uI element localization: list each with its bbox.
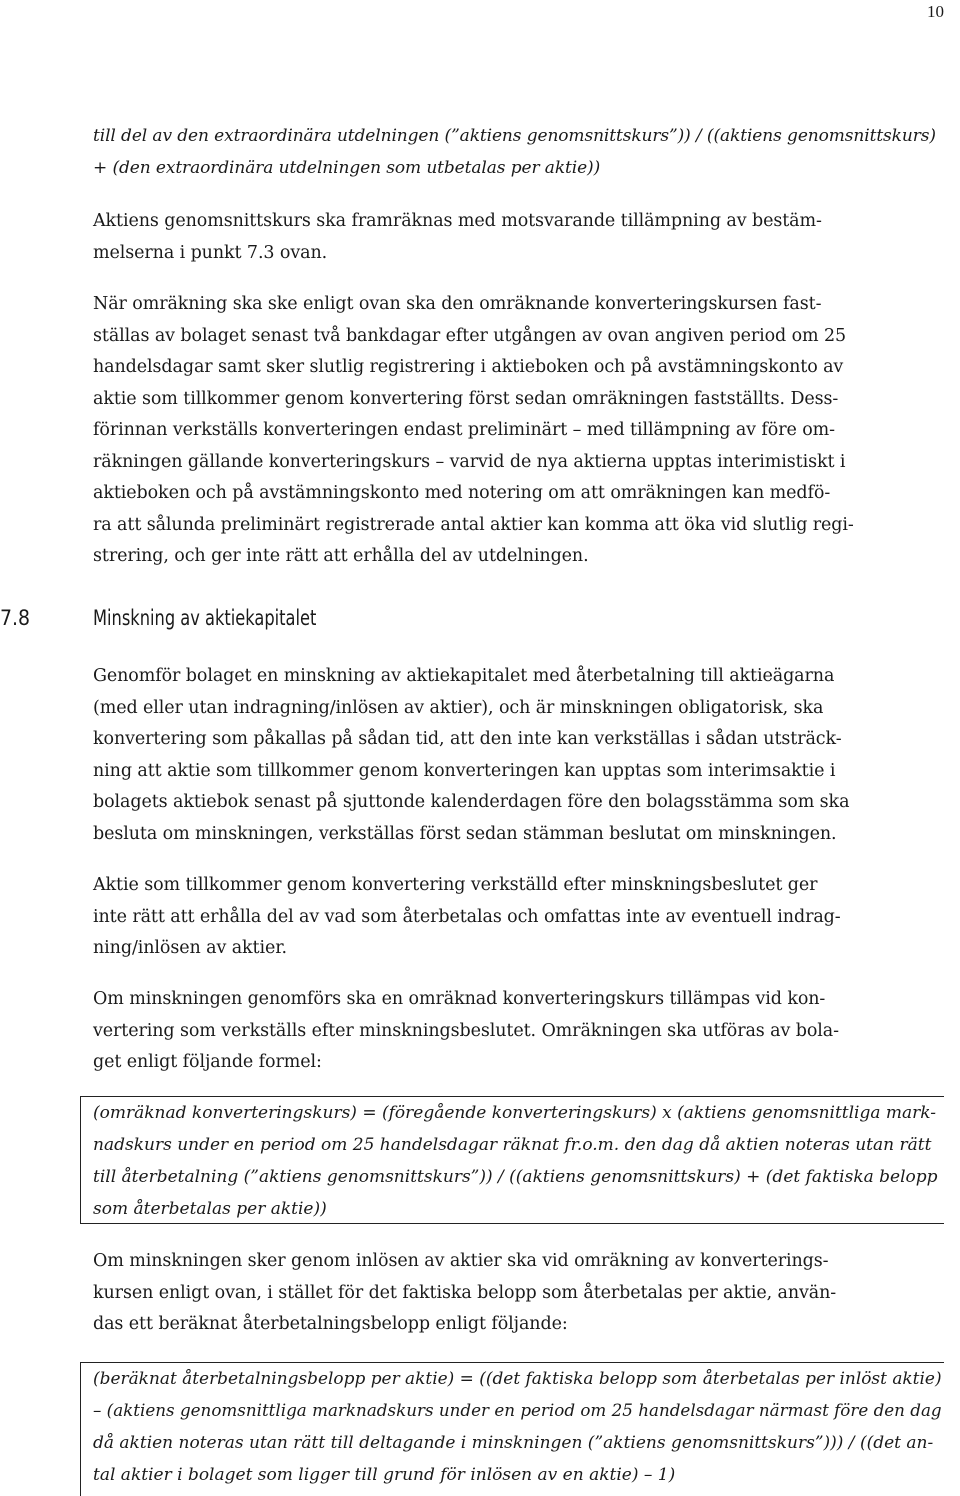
text-line: melserna i punkt 7.3 ovan. xyxy=(93,242,328,263)
formula-line: tal aktier i bolaget som ligger till grund för inlösen av en aktie) – 1) xyxy=(93,1465,676,1485)
formula-line: – (aktiens genomsnittliga marknadskurs under en period om 25 handelsdagar närmast före den dag xyxy=(93,1401,942,1421)
text-line: konvertering som påkallas på sådan tid, att den inte kan verkställas i sådan utsträck- xyxy=(93,729,842,749)
text-line: ställas av bolaget senast två bankdagar efter utgången av ovan angiven period om 25 xyxy=(93,325,847,346)
section-number: 7.8 xyxy=(0,606,31,630)
text-line: (med eller utan indragning/inlösen av aktier), och är minskningen obligatorisk, ska xyxy=(93,697,824,718)
text-line: kursen enligt ovan, i stället för det faktiska belopp som återbetalas per aktie, använ- xyxy=(93,1282,837,1303)
formula-line: till återbetalning (”aktiens genomsnittskurs”)) / ((aktiens genomsnittskurs) + (det faktiska belopp xyxy=(93,1167,938,1187)
paragraph-average-price xyxy=(93,206,941,269)
paragraph-formula-intro xyxy=(93,984,941,1079)
section-title: Minskning av aktiekapitalet xyxy=(93,606,317,630)
paragraph-reduction xyxy=(93,661,941,850)
paragraph-after-decision xyxy=(93,870,941,965)
text-line: räkningen gällande konverteringskurs – varvid de nya aktierna upptas interimistiskt i xyxy=(93,451,846,472)
text-line: Om minskningen genomförs ska en omräknad konverteringskurs tillämpas vid kon- xyxy=(93,989,826,1009)
formula-box-redemption-amount xyxy=(80,1362,944,1496)
text-line: strering, och ger inte rätt att erhålla del av utdelningen. xyxy=(93,546,589,566)
text-line: besluta om minskningen, verkställas först sedan stämman beslutat om minskningen. xyxy=(93,823,837,844)
text-line: ning att aktie som tillkommer genom konverteringen kan upptas som interimsaktie i xyxy=(93,760,836,781)
text-line: Genomför bolaget en minskning av aktiekapitalet med återbetalning till aktieägarna xyxy=(93,666,835,686)
text-line: vertering som verkställs efter minskningsbeslutet. Omräkningen ska utföras av bola- xyxy=(93,1020,839,1041)
formula-line: då aktien noteras utan rätt till deltagande i minskningen (”aktiens genomsnittskurs”))) / ((det an- xyxy=(93,1433,934,1453)
text-line: bolagets aktiebok senast på sjuttonde kalenderdagen före den bolagsstämma som ska xyxy=(93,792,850,812)
formula-line: nadskurs under en period om 25 handelsdagar räknat fr.o.m. den dag då aktien noteras utan rätt xyxy=(93,1135,932,1155)
page-number: 10 xyxy=(927,2,944,21)
text-line: När omräkning ska ske enligt ovan ska den omräknande konverteringskursen fast- xyxy=(93,294,822,314)
paragraph-redemption xyxy=(93,1246,941,1341)
text-line: ra att sålunda preliminärt registrerade antal aktier kan komma att öka vid slutlig regi- xyxy=(93,514,854,535)
formula-line: (beräknat återbetalningsbelopp per aktie) = ((det faktiska belopp som återbetalas per inlöst aktie) xyxy=(93,1369,942,1389)
formula-line: (omräknad konverteringskurs) = (föregående konverteringskurs) x (aktiens genomsnittliga mark- xyxy=(93,1103,937,1123)
formula-line: som återbetalas per aktie)) xyxy=(93,1199,327,1219)
text-line: das ett beräknat återbetalningsbelopp enligt följande: xyxy=(93,1314,568,1334)
text-line: förinnan verkställs konverteringen endast preliminärt – med tillämpning av före om- xyxy=(93,420,835,440)
formula-line: till del av den extraordinära utdelningen (”aktiens genomsnittskurs”)) / ((aktiens genomsnittskurs) xyxy=(93,126,936,146)
text-line: aktieboken och på avstämningskonto med notering om att omräkningen kan medfö- xyxy=(93,483,831,503)
text-line: get enligt följande formel: xyxy=(93,1052,322,1072)
text-line: inte rätt att erhålla del av vad som återbetalas och omfattas inte av eventuell indrag- xyxy=(93,906,841,927)
text-line: Om minskningen sker genom inlösen av aktier ska vid omräkning av konverterings- xyxy=(93,1251,829,1271)
paragraph-recalculation xyxy=(93,289,941,573)
text-line: Aktie som tillkommer genom konvertering verkställd efter minskningsbeslutet ger xyxy=(93,875,818,895)
intro-formula xyxy=(93,121,941,184)
text-line: Aktiens genomsnittskurs ska framräknas med motsvarande tillämpning av bestäm- xyxy=(93,211,822,231)
formula-line: + (den extraordinära utdelningen som utbetalas per aktie)) xyxy=(93,157,601,178)
text-line: aktie som tillkommer genom konvertering först sedan omräkningen fastställts. Dess- xyxy=(93,388,839,409)
text-line: handelsdagar samt sker slutlig registrering i aktieboken och på avstämningskonto av xyxy=(93,357,844,377)
text-line: ning/inlösen av aktier. xyxy=(93,938,288,958)
formula-box-recalculated-price xyxy=(80,1096,944,1224)
